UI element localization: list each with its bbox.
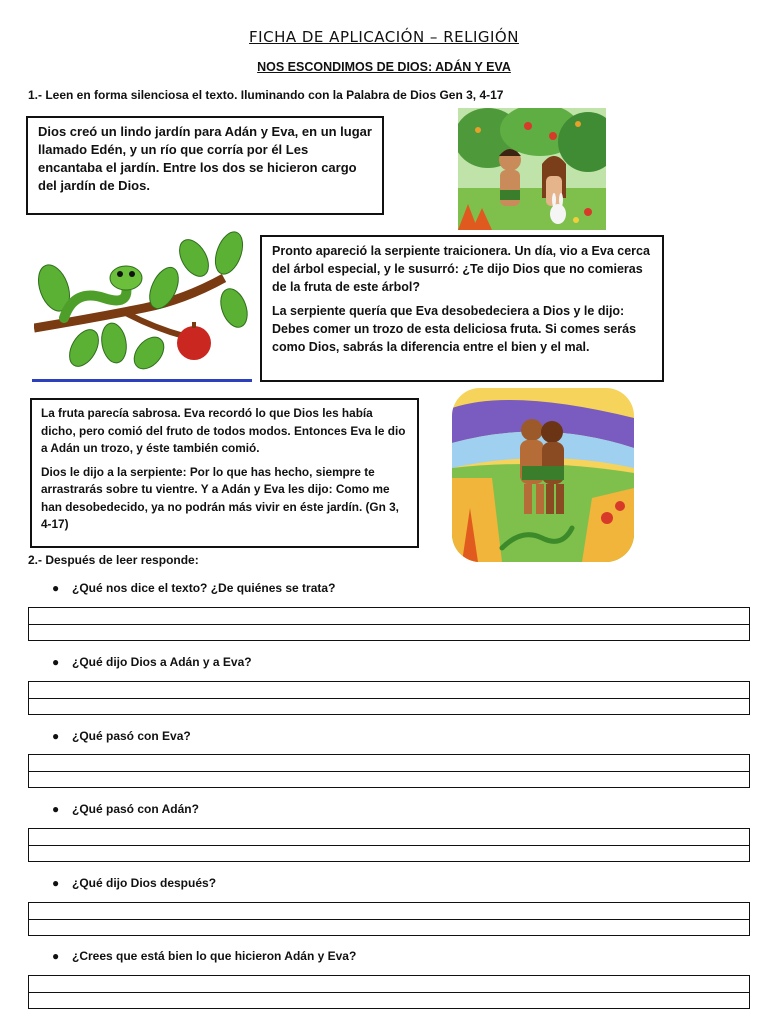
answer-line [29, 771, 749, 772]
snake-branch-illustration [34, 228, 254, 370]
question-1 [52, 581, 335, 595]
answer-box-5[interactable] [28, 902, 750, 936]
story-box-garden [26, 116, 384, 215]
story-text-serpent-2: La serpiente quería que Eva desobedeciera a Dios y le dijo: Debes comer un trozo de esta deliciosa fruta. Si comes serás como Dios, sabrás la diferencia entre el bien y el mal. [272, 304, 637, 354]
story-text-serpent-1: Pronto apareció la serpiente traicionera. Un día, vio a Eva cerca del árbol especial, y le susurró: ¿Te dijo Dios que no comieras de la fruta de este árbol? [272, 244, 650, 294]
answer-box-4[interactable] [28, 828, 750, 862]
question-text: ¿Qué nos dice el texto? ¿De quiénes se trata? [72, 581, 336, 595]
question-text: ¿Qué pasó con Adán? [72, 802, 199, 816]
answer-box-6[interactable] [28, 975, 750, 1009]
question-2 [52, 655, 252, 669]
question-text: ¿Qué dijo Dios a Adán y a Eva? [72, 655, 252, 669]
story-text-fruit-1: La fruta parecía sabrosa. Eva recordó lo que Dios les había dicho, pero comió del fruto de todos modos. Entonces Eva le dio a Adán un trozo, y éste también comió. [41, 406, 406, 455]
answer-box-2[interactable] [28, 681, 750, 715]
story-text-fruit-2: Dios le dijo a la serpiente: Por lo que has hecho, siempre te arrastrarás sobre tu vientre. Y a Adán y Eva les dijo: Como me han desobedecido, ya no podrán más vivir en éste jardín. (Gn 3, 4-17) [41, 464, 399, 531]
question-5 [52, 876, 216, 890]
blue-divider [32, 379, 252, 382]
bullet-icon: ● [52, 949, 60, 963]
answer-line [29, 992, 749, 993]
answer-line [29, 845, 749, 846]
answer-line [29, 698, 749, 699]
answer-box-3[interactable] [28, 754, 750, 788]
page-subtitle: NOS ESCONDIMOS DE DIOS: ADÁN Y EVA [257, 60, 511, 74]
question-text: ¿Qué dijo Dios después? [72, 876, 217, 890]
question-text: ¿Crees que está bien lo que hicieron Adán y Eva? [72, 949, 357, 963]
question-3 [52, 729, 191, 743]
answer-box-1[interactable] [28, 607, 750, 641]
answer-line [29, 919, 749, 920]
question-4 [52, 802, 199, 816]
answer-line [29, 624, 749, 625]
bullet-icon: ● [52, 655, 60, 669]
bullet-icon: ● [52, 581, 60, 595]
page-title: FICHA DE APLICACIÓN – RELIGIÓN [249, 28, 519, 46]
bullet-icon: ● [52, 876, 60, 890]
story-box-serpent [260, 235, 664, 382]
bullet-icon: ● [52, 802, 60, 816]
question-6 [52, 949, 356, 963]
adam-eve-garden-illustration [458, 108, 606, 230]
questions-heading: 2.- Después de leer responde: [28, 553, 199, 567]
instruction-1: 1.- Leen en forma silenciosa el texto. Iluminando con la Palabra de Dios Gen 3, 4-17 [28, 88, 504, 102]
bullet-icon: ● [52, 729, 60, 743]
story-box-fruit [30, 398, 419, 548]
story-text-garden: Dios creó un lindo jardín para Adán y Eva, en un lugar llamado Edén, y un río que corría por él Les encantaba el jardín. Entre los dos se hicieron cargo del jardín de Dios. [38, 124, 372, 193]
adam-eve-leaving-illustration [452, 388, 634, 562]
question-text: ¿Qué pasó con Eva? [72, 729, 191, 743]
